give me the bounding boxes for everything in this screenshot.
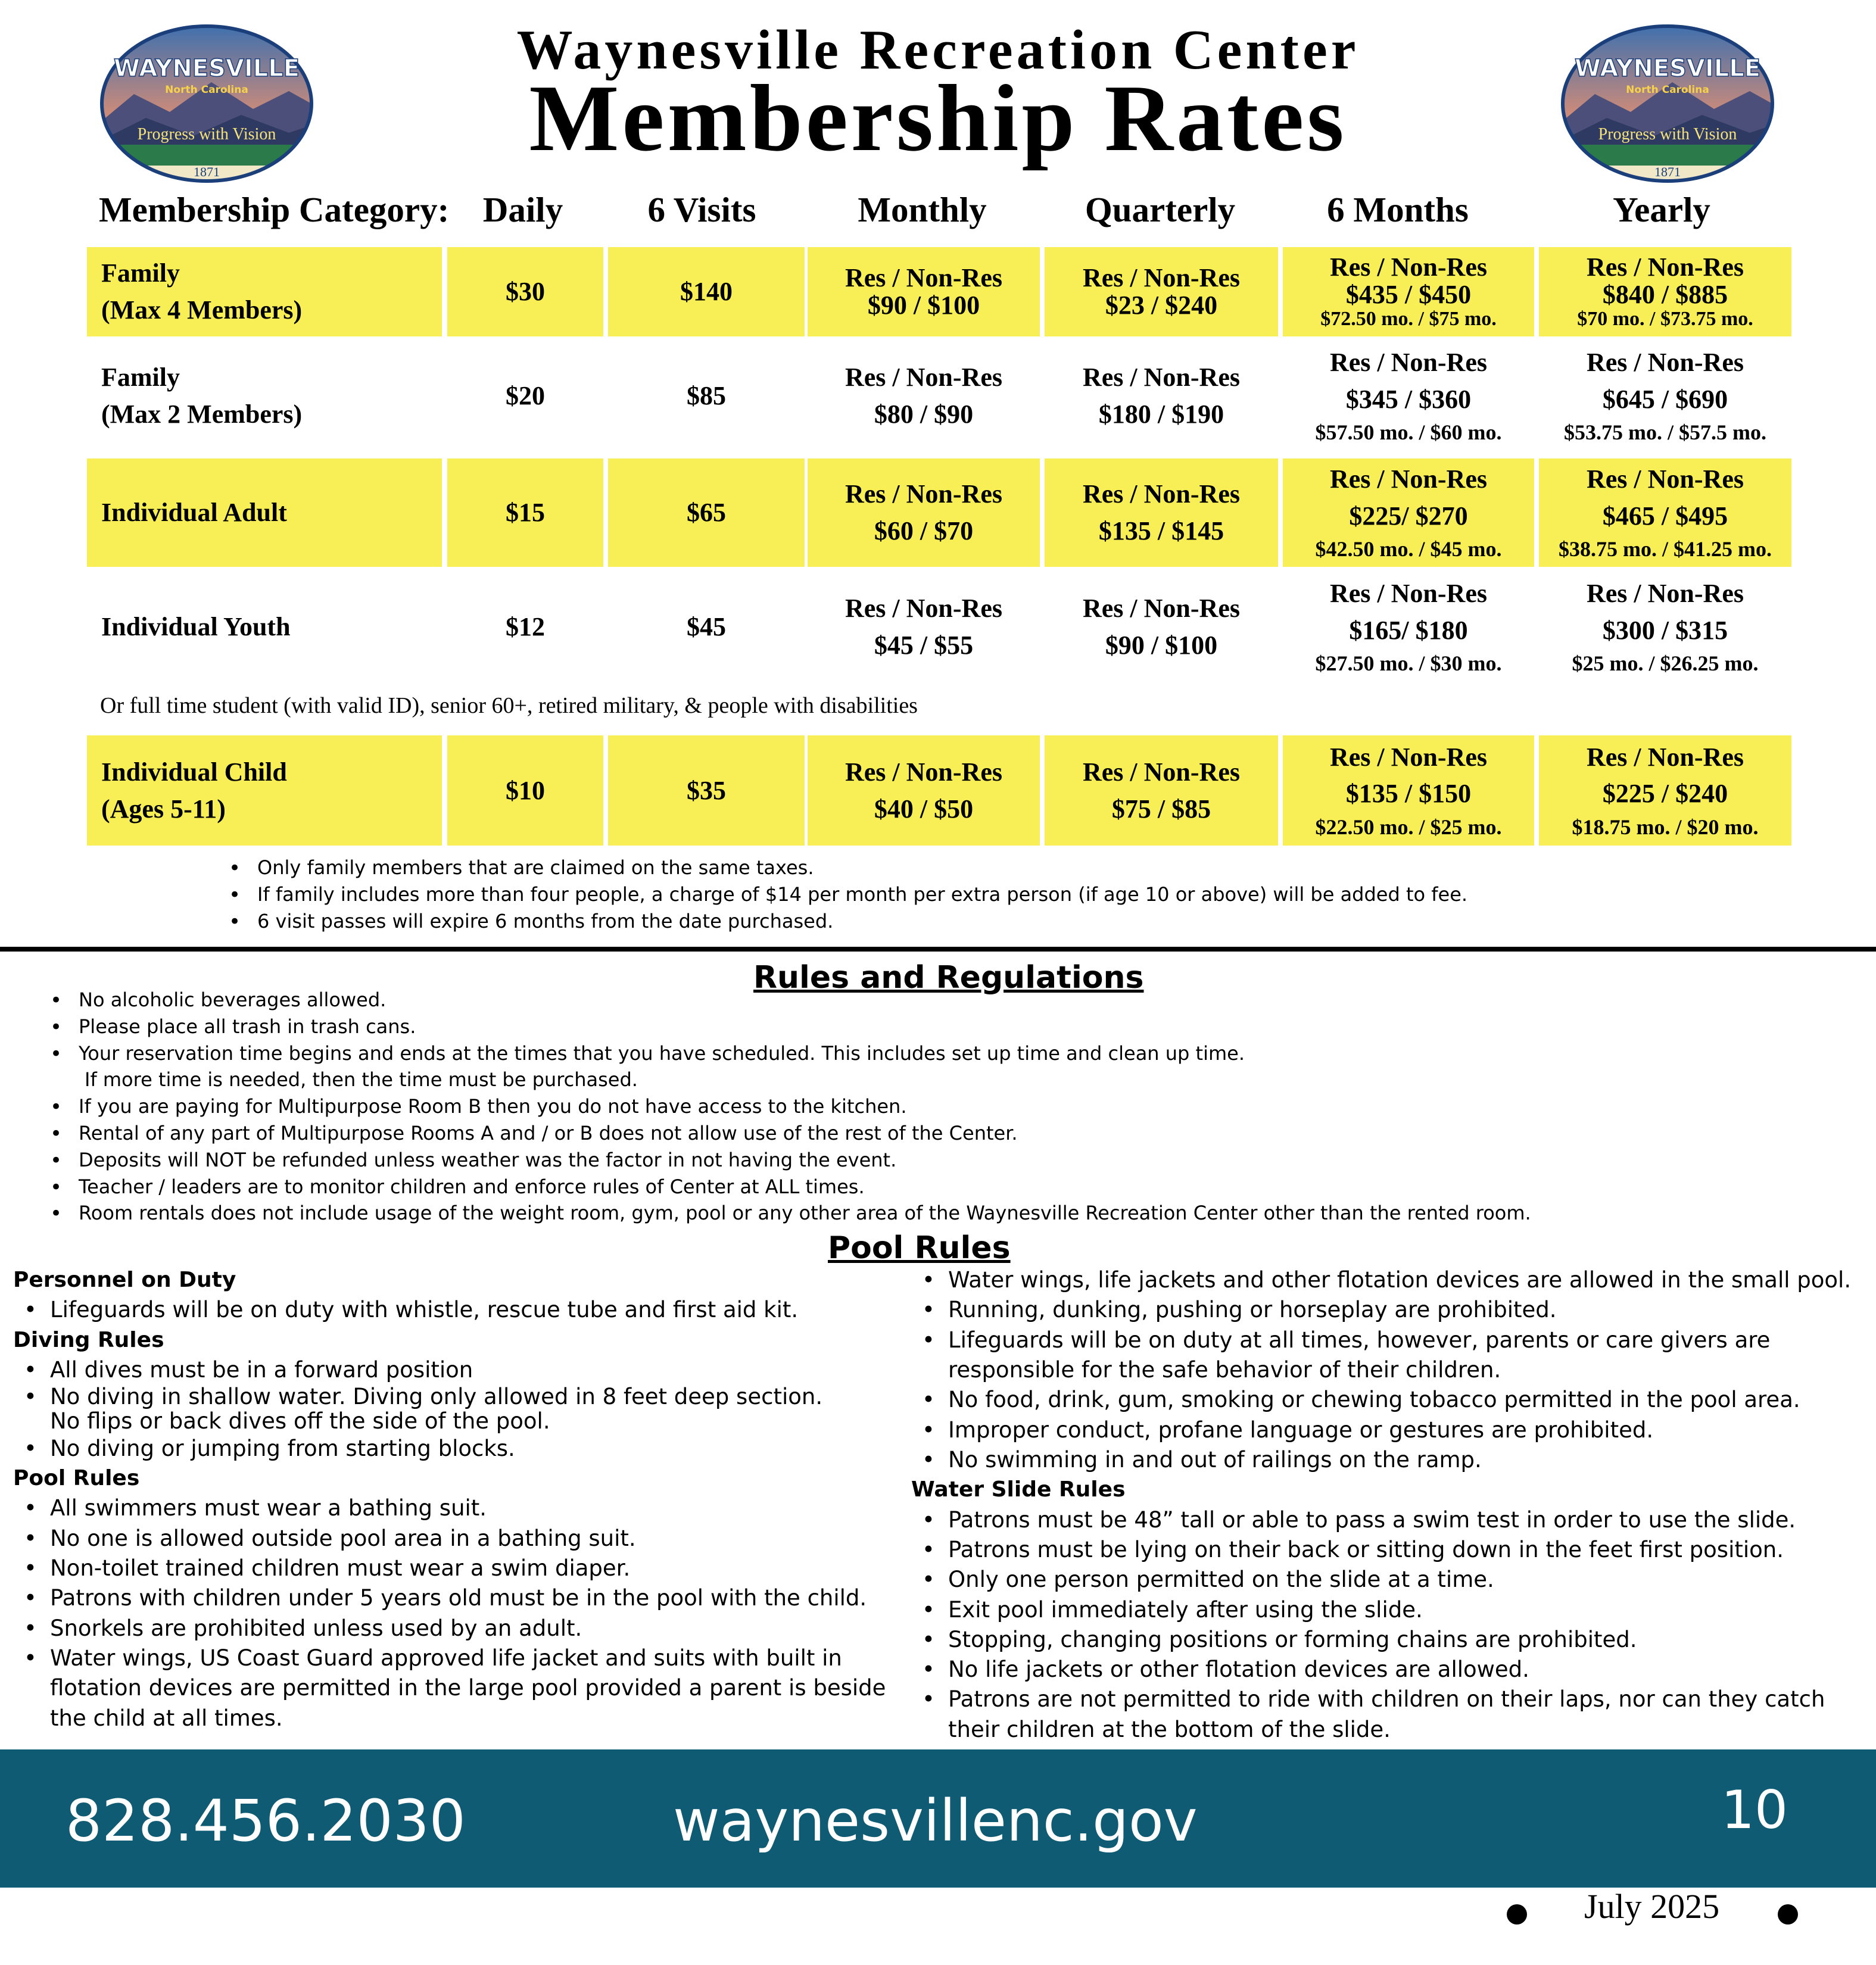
col-header-category: Membership Category: [99, 190, 450, 229]
list-item: • No alcoholic beverages allowed. [42, 987, 1531, 1013]
rate-label: Res / Non-Res [1587, 742, 1744, 772]
list-item: • Non-toilet trained children must wear a swim diaper. [13, 1554, 906, 1583]
monthly-price: $45 / $55 [874, 631, 974, 660]
yearly-price: $225 / $240 [1602, 779, 1728, 809]
quarterly-price: $23 / $240 [1105, 291, 1218, 320]
diving-rules-heading: Diving Rules [13, 1327, 164, 1352]
rate-label: Res / Non-Res [1330, 742, 1487, 772]
rules-list [42, 987, 1531, 1227]
category-name: Individual Child [101, 757, 287, 787]
col-header-daily: Daily [482, 190, 563, 229]
six-visit-price: $45 [687, 612, 726, 642]
pool-rules-left [13, 1265, 906, 1733]
quarterly-price: $75 / $85 [1111, 794, 1211, 824]
six-visit-price: $35 [608, 735, 805, 846]
rate-label: Res / Non-Res [1587, 464, 1744, 494]
rate-label: Res / Non-Res [1587, 579, 1744, 609]
six-visit-price: $65 [608, 458, 805, 567]
list-item: • No life jackets or other flotation devices are allowed. [911, 1655, 1864, 1685]
rate-label: Res / Non-Res [845, 479, 1002, 509]
rate-label: Res / Non-Res [1083, 263, 1240, 292]
daily-price: $12 [506, 612, 545, 642]
category-name: Family [101, 258, 180, 288]
list-item: • No swimming in and out of railings on the ramp. [911, 1445, 1864, 1475]
list-item: • All swimmers must wear a bathing suit. [13, 1493, 906, 1523]
six-month-monthly: $57.50 mo. / $60 mo. [1315, 420, 1502, 445]
col-header-monthly: Monthly [858, 190, 987, 229]
diving-rule-text: No flips or back dives off the side of the pool. [50, 1408, 550, 1434]
list-item: • Patrons must be 48” tall or able to pass a swim test in order to use the slide. [911, 1505, 1864, 1535]
quarterly-price: $180 / $190 [1098, 400, 1224, 429]
rate-label: Res / Non-Res [1083, 594, 1240, 623]
yearly-price: $645 / $690 [1602, 384, 1728, 414]
six-month-monthly: $42.50 mo. / $45 mo. [1315, 537, 1502, 562]
list-item: • Running, dunking, pushing or horseplay are prohibited. [911, 1295, 1864, 1325]
monthly-price: $40 / $50 [874, 794, 974, 824]
list-item: • All dives must be in a forward position [13, 1355, 906, 1385]
personnel-heading: Personnel on Duty [13, 1268, 236, 1292]
waynesville-logo-left [98, 23, 316, 185]
list-item: • Lifeguards will be on duty at all times, however, parents or care givers are responsible for the safe behavior of their children. [911, 1325, 1864, 1386]
six-month-price: $135 / $150 [1345, 779, 1472, 809]
list-item: • No one is allowed outside pool area in a bathing suit. [13, 1524, 906, 1554]
list-item: • Rental of any part of Multipurpose Rooms A and / or B does not allow use of the rest of the Center. [42, 1120, 1531, 1147]
bullet-dot-icon [1507, 1904, 1527, 1925]
logo-state: North Carolina [165, 84, 248, 96]
rate-label: Res / Non-Res [1587, 348, 1744, 378]
daily-price: $15 [447, 458, 603, 567]
monthly-price: $80 / $90 [874, 400, 974, 429]
col-header-6-visits: 6 Visits [647, 190, 756, 229]
list-item: • Your reservation time begins and ends at the times that you have scheduled. This includes set up time and clean up time. [42, 1040, 1531, 1067]
yearly-monthly: $38.75 mo. / $41.25 mo. [1559, 537, 1772, 562]
monthly-price: $60 / $70 [874, 516, 974, 545]
category-detail: (Ages 5-11) [101, 794, 226, 824]
bullet-dot-icon [1778, 1904, 1798, 1925]
list-item: • Deposits will NOT be refunded unless weather was the factor in not having the event. [42, 1147, 1531, 1174]
six-month-monthly: $72.50 mo. / $75 mo. [1320, 308, 1497, 330]
six-visit-price: $85 [687, 381, 726, 411]
rules-heading: Rules and Regulations [753, 960, 1144, 996]
yearly-monthly: $53.75 mo. / $57.5 mo. [1564, 420, 1766, 445]
yearly-monthly: $70 mo. / $73.75 mo. [1577, 308, 1753, 330]
col-header-quarterly: Quarterly [1085, 190, 1236, 229]
list-item [13, 1385, 906, 1433]
list-item: • No diving or jumping from starting blocks. [13, 1434, 906, 1464]
quarterly-price: $90 / $100 [1105, 631, 1218, 660]
page-title: Membership Rates [529, 65, 1347, 171]
logo-name: WAYNESVILLE [1574, 55, 1761, 82]
six-month-monthly: $22.50 mo. / $25 mo. [1315, 815, 1502, 839]
list-item: • Only one person permitted on the slide at a time. [911, 1565, 1864, 1595]
monthly-price: $90 / $100 [867, 291, 980, 320]
list-item: • Only family members that are claimed on the same taxes. [220, 854, 1467, 881]
yearly-price: $840 / $885 [1602, 280, 1728, 310]
list-item: If more time is needed, then the time must be purchased. [85, 1068, 638, 1091]
category-name: Individual Youth [101, 612, 291, 642]
list-item: • No food, drink, gum, smoking or chewing tobacco permitted in the pool area. [911, 1385, 1864, 1415]
list-item: • Patrons must be lying on their back or sitting down in the feet first position. [911, 1535, 1864, 1565]
rate-label: Res / Non-Res [845, 363, 1002, 392]
list-item: • Stopping, changing positions or forming chains are prohibited. [911, 1625, 1864, 1655]
list-item: • Lifeguards will be on duty with whistle, rescue tube and first aid kit. [13, 1295, 906, 1325]
membership-notes [220, 854, 1467, 934]
list-item: • Patrons are not permitted to ride with children on their laps, nor can they catch their children at the bottom of the slide. [911, 1685, 1864, 1745]
daily-price: $30 [447, 247, 603, 336]
category-name: Individual Adult [101, 498, 287, 528]
yearly-price: $465 / $495 [1602, 501, 1728, 531]
yearly-monthly: $18.75 mo. / $20 mo. [1572, 815, 1759, 839]
list-item: • Exit pool immediately after using the slide. [911, 1595, 1864, 1625]
logo-name: WAYNESVILLE [113, 55, 300, 82]
rate-label: Res / Non-Res [1330, 579, 1487, 609]
logo-state: North Carolina [1626, 84, 1709, 96]
logo-year: 1871 [1654, 164, 1681, 179]
yearly-monthly: $25 mo. / $26.25 mo. [1572, 651, 1759, 676]
col-header-yearly: Yearly [1613, 190, 1710, 229]
category-detail: (Max 2 Members) [101, 400, 303, 429]
waynesville-logo-right [1559, 23, 1777, 185]
six-month-price: $435 / $450 [1345, 280, 1472, 310]
list-item: • Snorkels are prohibited unless used by an adult. [13, 1614, 906, 1643]
six-month-price: $165/ $180 [1349, 615, 1468, 645]
rate-label: Res / Non-Res [1330, 252, 1487, 282]
rate-label: Res / Non-Res [1587, 252, 1744, 282]
youth-eligibility-note: Or full time student (with valid ID), senior 60+, retired military, & people with disabilities [100, 693, 918, 718]
six-month-price: $345 / $360 [1345, 384, 1472, 414]
rate-label: Res / Non-Res [845, 757, 1002, 787]
list-item: • Water wings, US Coast Guard approved life jacket and suits with built in flotation devices are permitted in the large pool provided a parent is beside the child at all times. [13, 1643, 906, 1733]
list-item: • Please place all trash in trash cans. [42, 1013, 1531, 1040]
list-item: • Water wings, life jackets and other flotation devices are allowed in the small pool. [911, 1265, 1864, 1295]
rate-label: Res / Non-Res [1330, 464, 1487, 494]
rate-label: Res / Non-Res [845, 594, 1002, 623]
water-slide-heading: Water Slide Rules [911, 1477, 1126, 1502]
quarterly-price: $135 / $145 [1098, 516, 1224, 545]
list-item: • Room rentals does not include usage of the weight room, gym, pool or any other area of the Waynesville Recreation Center other than the rented room. [42, 1200, 1531, 1227]
list-item: • If you are paying for Multipurpose Room B then you do not have access to the kitchen. [42, 1093, 1531, 1120]
pool-rules-right [911, 1265, 1864, 1745]
six-visit-price: $140 [608, 247, 805, 336]
org-name: Waynesville Recreation Center [516, 19, 1360, 81]
yearly-price: $300 / $315 [1602, 615, 1728, 645]
issue-date: July 2025 [1584, 1887, 1720, 1926]
website-link[interactable]: waynesvillenc.gov [673, 1788, 1198, 1854]
list-item: • If family includes more than four people, a charge of $14 per month per extra person (if age 10 or above) will be added to fee. [220, 881, 1467, 908]
pool-rules-subheading: Pool Rules [13, 1466, 140, 1491]
col-header-6-months: 6 Months [1327, 190, 1469, 229]
page-number: 10 [1721, 1779, 1788, 1841]
daily-price: $20 [506, 381, 545, 411]
rate-label: Res / Non-Res [845, 263, 1002, 292]
category-name: Family [101, 363, 180, 392]
six-month-price: $225/ $270 [1349, 501, 1468, 531]
rate-label: Res / Non-Res [1083, 363, 1240, 392]
rate-label: Res / Non-Res [1330, 348, 1487, 378]
logo-motto: Progress with Vision [137, 125, 276, 144]
pool-rules-heading: Pool Rules [828, 1230, 1011, 1266]
logo-motto: Progress with Vision [1598, 125, 1737, 144]
list-item: • 6 visit passes will expire 6 months from the date purchased. [220, 908, 1467, 935]
diving-rule-text: No diving in shallow water. Diving only allowed in 8 feet deep section. [50, 1384, 823, 1410]
category-detail: (Max 4 Members) [101, 295, 303, 325]
list-item: • Teacher / leaders are to monitor children and enforce rules of Center at ALL times. [42, 1174, 1531, 1200]
list-item: • Patrons with children under 5 years old must be in the pool with the child. [13, 1583, 906, 1613]
section-divider [0, 947, 1876, 952]
list-item: • Improper conduct, profane language or gestures are prohibited. [911, 1415, 1864, 1445]
six-month-monthly: $27.50 mo. / $30 mo. [1315, 651, 1502, 676]
phone-number[interactable]: 828.456.2030 [66, 1788, 466, 1854]
footer-bar [0, 1749, 1876, 1888]
daily-price: $10 [447, 735, 603, 846]
logo-year: 1871 [194, 164, 220, 179]
rate-label: Res / Non-Res [1083, 479, 1240, 509]
rate-label: Res / Non-Res [1083, 757, 1240, 787]
